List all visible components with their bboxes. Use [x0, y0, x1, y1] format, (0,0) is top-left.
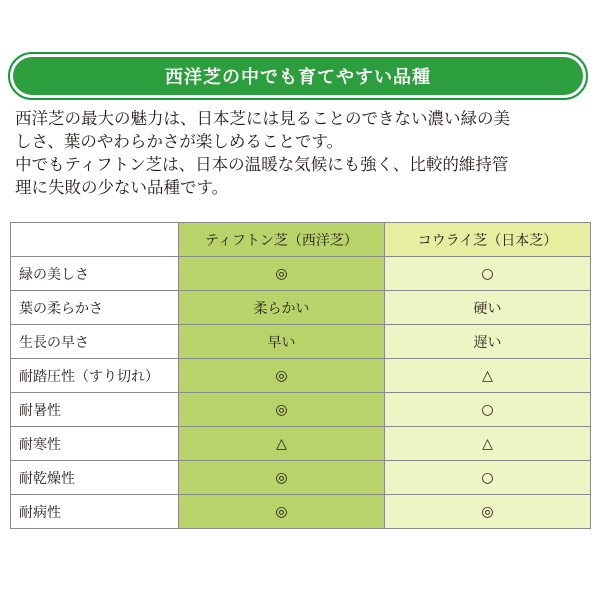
- kourai-value: ○: [385, 461, 591, 495]
- tifton-value: ◎: [179, 359, 385, 393]
- intro-line: 西洋芝の最大の魅力は、日本芝には見ることのできない濃い緑の美: [15, 109, 510, 128]
- tifton-value: ◎: [179, 393, 385, 427]
- kourai-value: △: [385, 427, 591, 461]
- row-label: 耐寒性: [11, 427, 179, 461]
- table-row: [11, 461, 591, 495]
- row-label: 耐乾燥性: [11, 461, 179, 495]
- table-row: [11, 325, 591, 359]
- banner-title: 西洋芝の中でも育てやすい品種: [165, 67, 431, 88]
- intro-line: 理に失敗の少ない品種です。: [15, 178, 229, 197]
- row-label: 生長の早さ: [11, 325, 179, 359]
- kourai-value: 遅い: [385, 325, 591, 359]
- kourai-value: ◎: [385, 495, 591, 529]
- tifton-value: △: [179, 427, 385, 461]
- kourai-value: ○: [385, 257, 591, 291]
- tifton-value: ◎: [179, 461, 385, 495]
- table-row: [11, 359, 591, 393]
- header-blank-cell: [11, 223, 179, 257]
- row-label: 耐踏圧性（すり切れ）: [11, 359, 179, 393]
- title-banner: [8, 52, 588, 100]
- tifton-value: ◎: [179, 495, 385, 529]
- kourai-value: △: [385, 359, 591, 393]
- intro-line: しさ、葉のやわらかさが楽しめることです。: [15, 132, 344, 151]
- kourai-value: 硬い: [385, 291, 591, 325]
- header-kourai: コウライ芝（日本芝）: [385, 223, 591, 257]
- table-row: [11, 257, 591, 291]
- row-label: 葉の柔らかさ: [11, 291, 179, 325]
- intro-text: [15, 107, 590, 199]
- tifton-value: ◎: [179, 257, 385, 291]
- tifton-value: 早い: [179, 325, 385, 359]
- title-banner-fill: [13, 57, 583, 95]
- comparison-table: [10, 222, 591, 529]
- table-row: [11, 427, 591, 461]
- intro-line: 中でもティフトン芝は、日本の温暖な気候にも強く、比較的維持管: [15, 155, 509, 174]
- table-header-row: [11, 223, 591, 257]
- table-row: [11, 393, 591, 427]
- tifton-value: 柔らかい: [179, 291, 385, 325]
- row-label: 耐暑性: [11, 393, 179, 427]
- kourai-value: ○: [385, 393, 591, 427]
- header-tifton: ティフトン芝（西洋芝）: [179, 223, 385, 257]
- row-label: 緑の美しさ: [11, 257, 179, 291]
- row-label: 耐病性: [11, 495, 179, 529]
- table-row: [11, 291, 591, 325]
- table-row: [11, 495, 591, 529]
